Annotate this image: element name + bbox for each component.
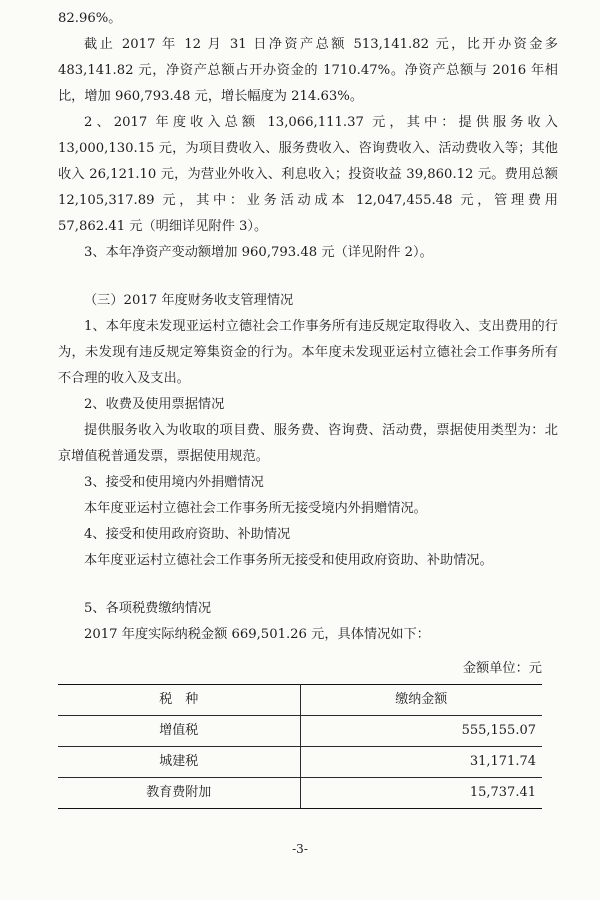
paragraph-donations: 本年度亚运村立德社会工作事务所无接受境内外捐赠情况。 (84, 501, 427, 516)
tax-amount: 555,155.07 (300, 716, 542, 747)
spacer (58, 266, 558, 288)
tax-amount: 31,171.74 (300, 747, 542, 778)
page-number: -3- (292, 842, 308, 856)
spacer (58, 574, 558, 596)
paragraph-net-assets: 截止 2017 年 12 月 31 日净资产总额 513,141.82 元，比开办资金多 483,141.82 元，净资产总额占开办资金的 1710.47%。净资产总额与 2016 年相比，增加 960,793.48 元，增长幅度为 214.63%。 (58, 37, 558, 104)
tax-amount: 15,737.41 (300, 778, 542, 809)
paragraph-government-funding: 本年度亚运村立德社会工作事务所无接受和使用政府资助、补助情况。 (84, 553, 493, 568)
paragraph-compliance: 1、本年度未发现亚运村立德社会工作事务所有违反规定取得收入、支出费用的行为，未发现有违反规定筹集资金的行为。本年度未发现亚运村立德社会工作事务所有不合理的收入及支出。 (58, 319, 558, 386)
table-row (58, 716, 542, 747)
tax-table (58, 684, 542, 809)
paragraph-taxes: 2017 年度实际纳税金额 669,501.26 元，具体情况如下： (84, 627, 430, 642)
subheading-taxes: 5、各项税费缴纳情况 (84, 601, 212, 616)
paragraph-income-total: 2、2017 年度收入总额 13,066,111.37 元，其中：提供服务收入 13,000,130.15 元，为项目费收入、服务费收入、咨询费收入、活动费收入等；其他收入 26,121.10 元，为营业外收入、利息收入；投资收益 39,860.12 元。费用总额 12,105,317.89 元，其中：业务活动成本 12,047,455.48 元，管理费用 57,862.41 元（明细详见附件 3）。 (58, 115, 558, 234)
paragraph-fees-invoices: 提供服务收入为收取的项目费、服务费、咨询费、活动费，票据使用类型为：北京增值税普通发票，票据使用规范。 (58, 423, 558, 464)
table-row (58, 747, 542, 778)
document-page (58, 6, 558, 809)
tax-name: 城建税 (58, 747, 300, 778)
subheading-donations: 3、接受和使用境内外捐赠情况 (84, 475, 264, 490)
table-header-row (58, 685, 542, 716)
amount-unit-label: 金额单位：元 (462, 661, 542, 676)
section-heading-3: （三）2017 年度财务收支管理情况 (84, 293, 294, 308)
subheading-government-funding: 4、接受和使用政府资助、补助情况 (84, 527, 291, 542)
header-tax-type: 税 种 (58, 685, 300, 716)
header-amount-paid: 缴纳金额 (300, 685, 542, 716)
table-row (58, 778, 542, 809)
paragraph-net-asset-change: 3、本年净资产变动额增加 960,793.48 元（详见附件 2）。 (84, 245, 433, 260)
paragraph-continuation: 82.96%。 (58, 11, 122, 26)
tax-name: 增值税 (58, 716, 300, 747)
tax-name: 教育费附加 (58, 778, 300, 809)
subheading-fees-invoices: 2、收费及使用票据情况 (84, 397, 225, 412)
